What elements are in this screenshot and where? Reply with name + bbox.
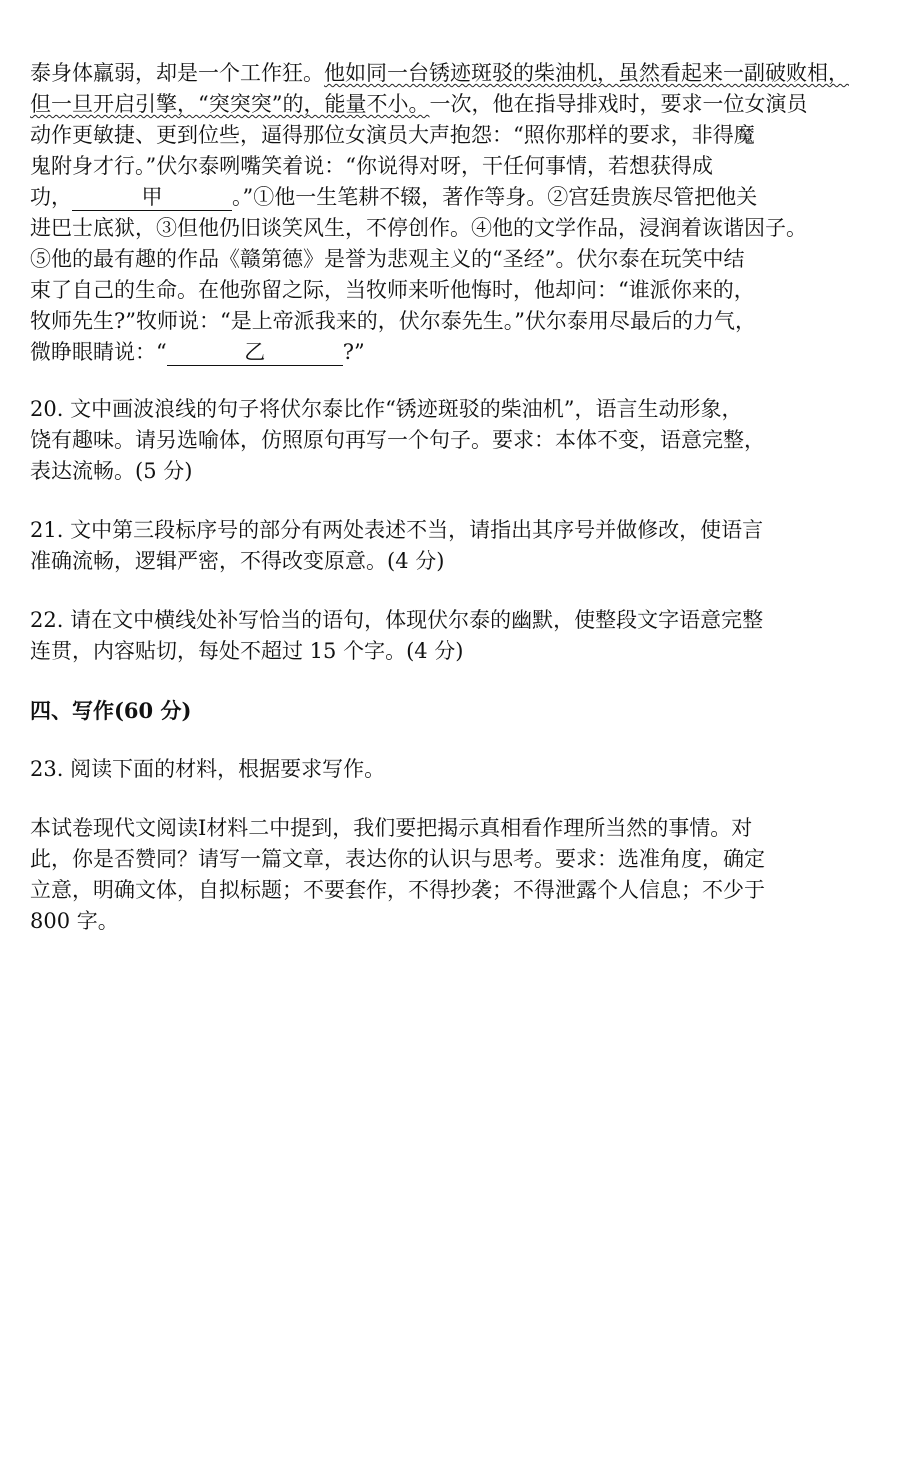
- writing-material: [30, 813, 870, 937]
- passage-line: 束了自己的生命。在他弥留之际，当牧师来听他悔时，他却问：“谁派你来的，: [30, 278, 755, 302]
- wavy-underlined-sentence: 他如同一台锈迹斑驳的柴油机，虽然看起来一副破败相，: [324, 61, 849, 85]
- passage-line: 进巴士底狱，③但他仍旧谈笑风生，不停创作。④他的文学作品，浸润着诙谐因子。: [30, 216, 807, 240]
- section-writing: [30, 695, 870, 726]
- passage-text: 功，: [30, 185, 72, 209]
- passage-line: [30, 337, 870, 368]
- question-line: 22. 请在文中横线处补写恰当的语句，体现伏尔泰的幽默，使整段文字语意完整: [30, 608, 764, 632]
- question-line: 连贯，内容贴切，每处不超过 15 个字。(4 分): [30, 639, 464, 663]
- passage-line: 牧师先生?”牧师说：“是上帝派我来的，伏尔泰先生。”伏尔泰用尽最后的力气，: [30, 309, 756, 333]
- question-line: 准确流畅，逻辑严密，不得改变原意。(4 分): [30, 549, 445, 573]
- question-line: 23. 阅读下面的材料，根据要求写作。: [30, 757, 386, 781]
- material-line: 立意，明确文体，自拟标题；不要套作，不得抄袭；不得泄露个人信息；不少于: [30, 878, 765, 902]
- passage-text: 微睁眼睛说：“: [30, 340, 167, 364]
- passage-line: 鬼附身才行。”伏尔泰咧嘴笑着说：“你说得对呀，干任何事情，若想获得成: [30, 154, 713, 178]
- wavy-underlined-sentence: 但一旦开启引擎，“突突突”的，能量不小。: [30, 92, 430, 116]
- passage-text: ?”: [342, 340, 365, 364]
- section-title: 四、写作(60 分): [30, 698, 192, 723]
- question-23: [30, 754, 870, 785]
- question-line: 饶有趣味。请另选喻体，仿照原句再写一个句子。要求：本体不变，语意完整，: [30, 428, 765, 452]
- passage-text: 泰身体羸弱，却是一个工作狂。: [30, 61, 324, 85]
- passage-text: 一次，他在指导排戏时，要求一位女演员: [429, 92, 808, 116]
- blank-yi[interactable]: 乙: [167, 339, 343, 366]
- passage-line: [30, 89, 870, 120]
- passage-text: 。”①他一生笔耕不辍，著作等身。②宫廷贵族尽管把他关: [232, 185, 758, 209]
- material-line: 此，你是否赞同？请写一篇文章，表达你的认识与思考。要求：选准角度，确定: [30, 847, 765, 871]
- passage-line: ⑤他的最有趣的作品《赣第德》是誉为悲观主义的“圣经”。伏尔泰在玩笑中结: [30, 247, 745, 271]
- voltaire-passage: [30, 58, 870, 368]
- question-line: 表达流畅。(5 分): [30, 459, 193, 483]
- material-line: 本试卷现代文阅读Ⅰ材料二中提到，我们要把揭示真相看作理所当然的事情。对: [30, 816, 753, 840]
- question-21: [30, 515, 870, 577]
- passage-line: [30, 58, 870, 89]
- question-20: [30, 394, 870, 487]
- exam-page: [30, 58, 870, 937]
- blank-jia[interactable]: 甲: [72, 184, 232, 211]
- question-line: 20. 文中画波浪线的句子将伏尔泰比作“锈迹斑驳的柴油机”，语言生动形象，: [30, 397, 743, 421]
- question-22: [30, 605, 870, 667]
- passage-line: 动作更敏捷、更到位些，逼得那位女演员大声抱怨：“照你那样的要求，非得魔: [30, 123, 755, 147]
- material-line: 800 字。: [30, 909, 119, 933]
- passage-line: [30, 182, 870, 213]
- question-line: 21. 文中第三段标序号的部分有两处表述不当，请指出其序号并做修改，使语言: [30, 518, 764, 542]
